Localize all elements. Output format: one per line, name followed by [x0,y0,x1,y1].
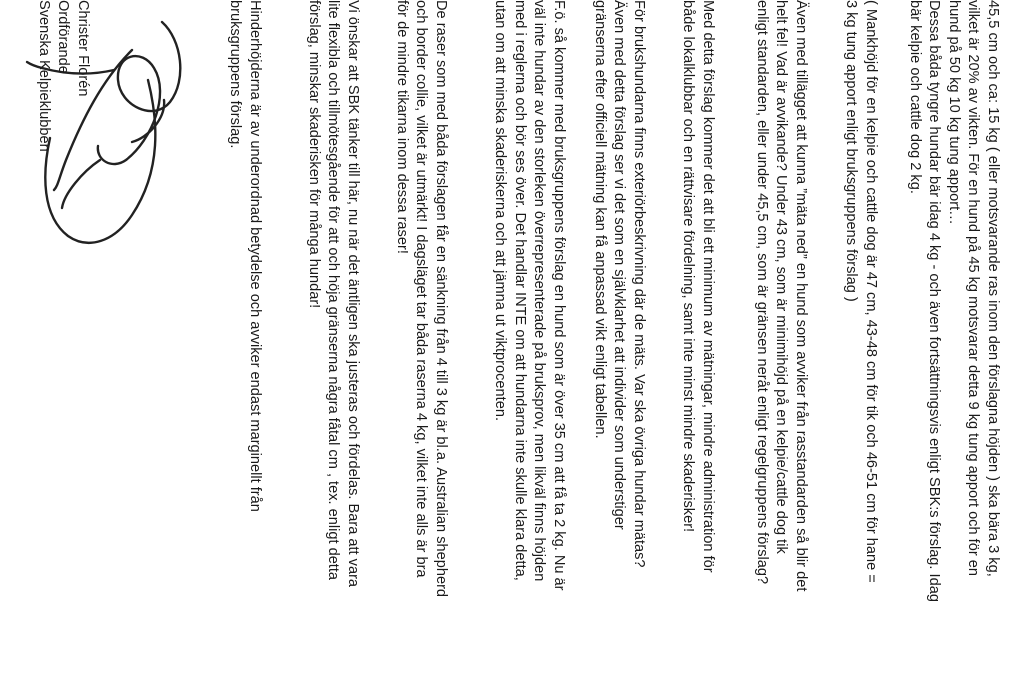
paragraph-minimum [678,0,717,640]
text-line: F.ö. så kommer med bruksgruppens förslag en hund som är över 35 cm att få ta 2 kg. Nu är [551,0,567,591]
text-line: bär kelpie och cattle dog 2 kg. [907,0,923,194]
paragraph-mata-ned [752,0,811,640]
signer-name: Christer Florén [75,0,91,97]
text-line: Vi önskar att SBK tänker till här, nu när det äntligen ska justeras och fördelas. Bara att vara [345,0,361,588]
text-line: utan om att minska skaderiskerna och att jämna ut viktprocenten. [492,0,509,421]
text-line: lite flexibla och tillmötesgående för att och höja gränserna några fåtal cm , tex. enligt detta [325,0,342,581]
text-line: Hinderhöjderna är av underordnad betydelse och avviker endast marginellt från [247,0,263,512]
text-line: gränserna efter officiell mätning kan få anpassad vikt enligt tabellen. [592,0,608,439]
text-line: för de mindre tikarna inom dessa raser! [394,0,410,254]
paragraph-onskar [304,0,363,640]
text-line: 45,5 cm och ca: 15 kg ( eller motsvarande ras inom den förslagna höjden ) ska bära 3 kg, [985,0,1001,577]
paragraph-hinder [225,0,264,640]
signer-organization: Svenska Kelpieklubben [36,0,52,152]
text-line: 3 kg tung apport enligt bruksgruppens förslag ) [843,0,860,302]
text-line: Även med detta förslag ser vi det som en självklarhet att individer som understiger [611,0,628,530]
signer-title: Ordförande [55,0,72,74]
text-line: enligt standarden, eller under 45,5 cm, som är gränsen neråt enligt regelgruppens förslag? [754,0,770,585]
text-line: både lokalklubbar och en rättvisare fördelning, samt inte minst mindre skaderisker! [680,0,697,533]
text-line: För brukshundarna finns exteriörbeskrivning där de mäts. Var ska övriga hundar mätas? [631,0,647,568]
text-line: De raser som med båda förslagen får en sänkning från 4 till 3 kg är bl.a. Australian shepherd [433,0,449,598]
text-line: Med detta förslag kommer det att bli ett minimum av mätningar, mindre administration för [700,0,716,573]
text-line: bruksgruppens förslag. [227,0,244,149]
paragraph-raser [392,0,451,640]
text-line: ( Mankhöjd för en kelpie och cattle dog är 47 cm, 43-48 cm för tik och 46-51 cm för hane = [863,0,879,583]
paragraph-brukshundarna [590,0,649,640]
text-line: väl inte hundar av den storleken överrepresenterade på bruksprov, men likväl finns höjden [531,0,548,582]
text-line: vilket är 20% av vikten. För en hund på 45 kg motsvarar detta 9 kg tung apport och för en [965,0,982,576]
signature-block [34,0,93,640]
text-line: Dessa båda tyngre hundar bär idag 4 kg - och även fortsättningsvis enligt SBK:s förslag. Idag [926,0,943,602]
paragraph-mankhojd [841,0,880,640]
text-line: Även med tillägget att kunna ”mäta ned” en hund som avviker från rasstandarden så blir det [793,0,809,592]
text-line: med i reglerna och bör ses över. Det handlar INTE om att hundarna inte skulle klara detta, [512,0,528,581]
paragraph-intro [905,0,1003,640]
paragraph-fo [490,0,568,640]
text-line: förslag, minskar skaderisken för många hundar! [306,0,322,309]
text-line: hund på 50 kg 10 kg tung apport… [946,0,962,225]
text-line: helt fel! Vad är avvikande? Under 43 cm, som är minimihöjd på en kelpie/cattle dog tik [773,0,790,554]
text-line: och border collie, vilket är utmärkt! I dagsläget tar båda raserna 4 kg, vilket inte alls är bra [413,0,430,578]
